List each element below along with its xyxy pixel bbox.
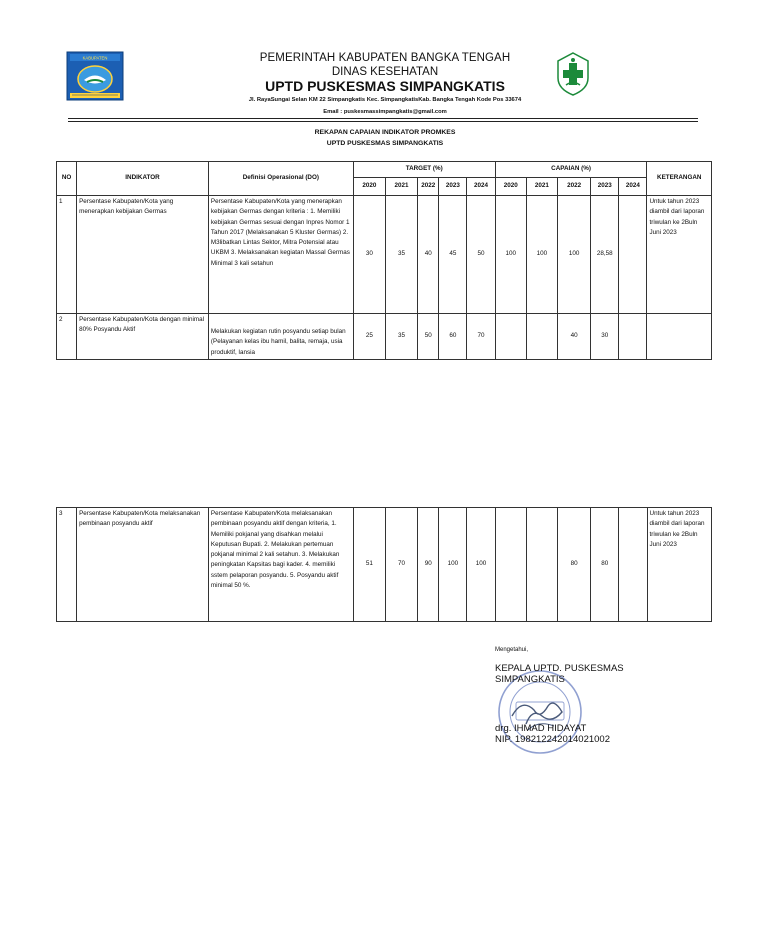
acknowledged-label: Mengetahui, <box>495 647 529 653</box>
capaian-value <box>619 508 647 622</box>
capaian-value: 40 <box>557 314 590 360</box>
capaian-value: 100 <box>557 196 590 314</box>
year-cell: 2020 <box>495 178 526 196</box>
capaian-value <box>619 314 647 360</box>
row-definisi: Persentase Kabupaten/Kota melaksanakan pembinaan posyandu aktif dengan kriteria, 1. Memiliki pokjanal yang disahkan melalui Keputusan Bupati. 2. Melakukan pertemuan pokjanal minimal 2 kali setahun. 3. Melakukan peningkatan Kapsitas bagi kader. 4. memiliki sstem pelaporan posyandu. 5. Posyandu aktif minimal 50 %. <box>208 508 353 622</box>
target-value: 40 <box>418 196 439 314</box>
header-institution: UPTD PUSKESMAS SIMPANGKATIS <box>265 78 505 94</box>
row-definisi: Persentase Kabupaten/Kota yang menerapkan kebijakan Germas dengan kriteria : 1. Memiliki kebijakan Germas sesuai dengan Inpres Nomor 1 Tahun 2017 (Melaksanakan 5 Kluster Germas) 2. M3libatkan Lintas Sektor, Mitra Potensial atau UKBM 3. Melaksanakan kegiatan Massal Germas Minimal 3 kali setahun <box>208 196 353 314</box>
signatory-position: KEPALA UPTD. PUSKESMAS <box>495 663 624 674</box>
table-row <box>57 314 712 360</box>
signatory-nip: NIP. 198212242014021002 <box>495 734 610 745</box>
target-value: 70 <box>385 508 417 622</box>
target-value: 50 <box>467 196 495 314</box>
capaian-value: 80 <box>591 508 619 622</box>
capaian-value <box>526 314 557 360</box>
year-cell: 2022 <box>557 178 590 196</box>
header-target: TARGET (%) <box>353 162 495 178</box>
signatory-name: drg. IHMAD HIDAYAT <box>495 723 587 734</box>
signatory-unit: SIMPANGKATIS <box>495 674 565 685</box>
target-value: 25 <box>353 314 385 360</box>
header-agency: DINAS KESEHATAN <box>331 66 439 78</box>
year-cell: 2021 <box>526 178 557 196</box>
target-value: 60 <box>439 314 467 360</box>
target-value: 51 <box>353 508 385 622</box>
header-address: Jl. RayaSungai Selan KM 22 Simpangkatis Kec. SimpangkatisKab. Bangka Tengah Kode Pos 33674 <box>248 97 522 103</box>
indicator-table-continued <box>56 507 712 622</box>
target-value: 100 <box>467 508 495 622</box>
row-indikator: Persentase Kabupaten/Kota dengan minimal 80% Posyandu Aktif <box>77 314 209 360</box>
header-capaian: CAPAIAN (%) <box>495 162 647 178</box>
header-keterangan: KETERANGAN <box>647 162 712 196</box>
target-value: 35 <box>385 196 417 314</box>
capaian-value: 28,58 <box>591 196 619 314</box>
year-cell: 2024 <box>619 178 647 196</box>
target-value: 30 <box>353 196 385 314</box>
capaian-value: 100 <box>526 196 557 314</box>
row-no: 2 <box>57 314 77 360</box>
row-keterangan: Untuk tahun 2023 diambil dari laporan triwulan ke 2Buln Juni 2023 <box>647 196 712 314</box>
capaian-value <box>526 508 557 622</box>
report-subtitle: UPTD PUSKESMAS SIMPANGKATIS <box>326 140 444 147</box>
target-value: 50 <box>418 314 439 360</box>
header-indikator: INDIKATOR <box>77 162 209 196</box>
capaian-value: 80 <box>558 508 591 622</box>
bangka-tengah-crest-icon <box>66 51 124 101</box>
row-keterangan: Untuk tahun 2023 diambil dari laporan triwulan ke 2Buln Juni 2023 <box>647 508 711 622</box>
capaian-value <box>495 508 526 622</box>
row-indikator: Persentase Kabupaten/Kota melaksanakan pembinaan posyandu aktif <box>77 508 209 622</box>
year-cell: 2023 <box>439 178 467 196</box>
table-header-row <box>57 162 712 178</box>
target-value: 90 <box>418 508 439 622</box>
header-email: Email : puskesmassimpangkatis@gmail.com <box>323 109 447 115</box>
target-value: 45 <box>439 196 467 314</box>
header-no: NO <box>57 162 77 196</box>
header-government: PEMERINTAH KABUPATEN BANGKA TENGAH <box>259 52 511 64</box>
target-value: 70 <box>467 314 495 360</box>
year-cell: 2023 <box>591 178 619 196</box>
capaian-value <box>495 314 526 360</box>
header-divider <box>68 118 698 119</box>
header-divider-thin <box>68 121 698 122</box>
target-value: 100 <box>439 508 467 622</box>
capaian-value <box>619 196 647 314</box>
target-value: 35 <box>385 314 417 360</box>
year-cell: 2024 <box>467 178 495 196</box>
row-no: 1 <box>57 196 77 314</box>
capaian-value: 30 <box>591 314 619 360</box>
header-definisi: Definisi Operasional (DO) <box>208 162 353 196</box>
puskesmas-cross-icon <box>556 52 590 96</box>
row-no: 3 <box>57 508 77 622</box>
row-keterangan <box>647 314 712 360</box>
year-cell: 2021 <box>385 178 417 196</box>
year-cell: 2022 <box>418 178 439 196</box>
report-title: REKAPAN CAPAIAN INDIKATOR PROMKES <box>314 129 456 136</box>
capaian-value: 100 <box>495 196 526 314</box>
year-cell: 2020 <box>353 178 385 196</box>
svg-text:KABUPATEN: KABUPATEN <box>82 55 108 61</box>
table-row <box>57 196 712 314</box>
table-row <box>57 508 712 622</box>
row-indikator: Persentase Kabupaten/Kota yang menerapkan kebijakan Germas <box>77 196 209 314</box>
row-definisi: Melakukan kegiatan rutin posyandu setiap bulan (Pelayanan kelas ibu hamil, balita, remaja, usia produktif, lansia <box>208 314 353 360</box>
indicator-table <box>56 161 712 360</box>
